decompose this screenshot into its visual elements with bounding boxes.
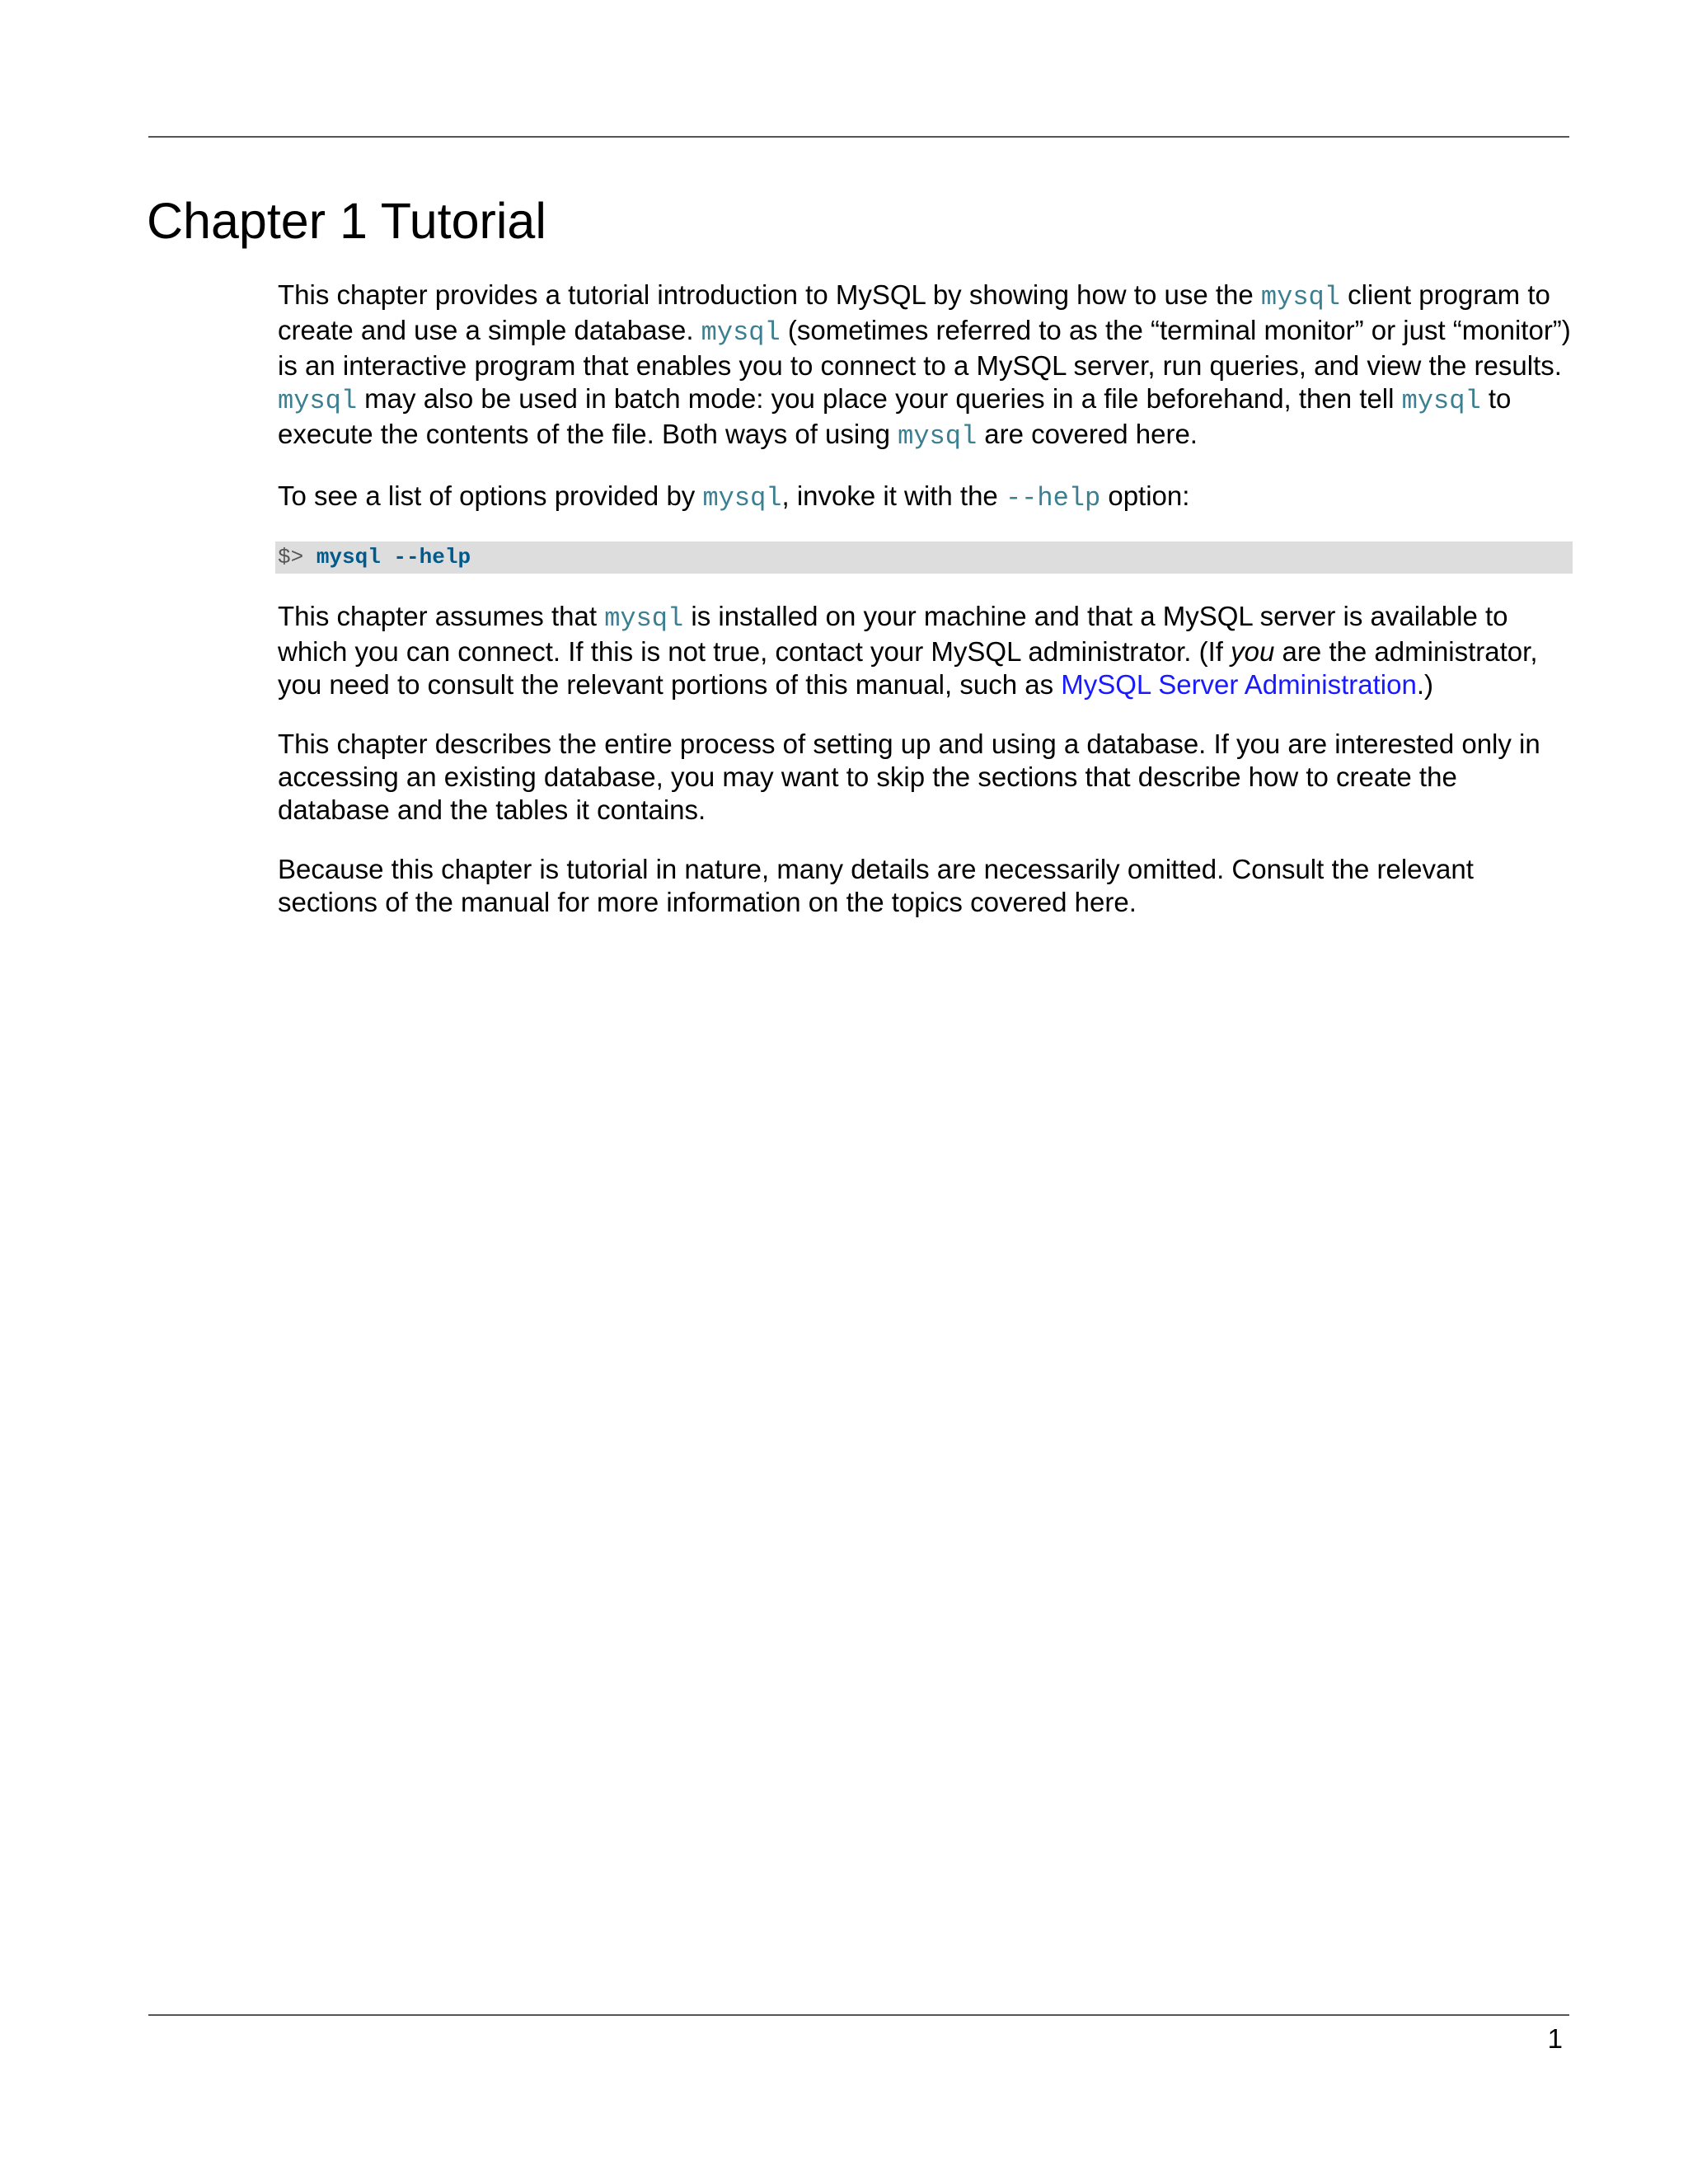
code-mysql: mysql <box>702 483 782 513</box>
options-paragraph: To see a list of options provided by mysql, invoke it with the --help option: <box>278 480 1190 513</box>
server-administration-link[interactable]: MySQL Server Administration <box>1061 669 1417 700</box>
intro-paragraph: This chapter provides a tutorial introduction to MySQL by showing how to use the mysql client program to create and use a simple database. mysql (sometimes referred to as the “terminal monitor” or just “monitor”) is an interactive program that enables you to connect to a MySQL server, run queries, and view the results. mysql may also be used in batch mode: you place your queries in a file beforehand, then tell mysql to execute the contents of the file. Both ways of using mysql are covered here. <box>278 279 1571 452</box>
header-rule <box>148 136 1569 138</box>
shell-prompt: $> <box>278 545 316 569</box>
code-help-option: --help <box>1005 483 1101 513</box>
code-mysql: mysql <box>898 421 978 452</box>
code-mysql: mysql <box>1260 282 1340 312</box>
footer-rule <box>148 2014 1569 2016</box>
code-mysql: mysql <box>278 386 358 416</box>
code-block <box>275 541 1573 574</box>
code-mysql: mysql <box>701 317 781 348</box>
code-mysql: mysql <box>1401 386 1481 416</box>
shell-command: mysql --help <box>316 545 471 569</box>
chapter-title: Chapter 1 Tutorial <box>147 193 546 249</box>
process-paragraph: This chapter describes the entire process of setting up and using a database. If you are interested only in accessing an existing database, you may want to skip the sections that describe how to create the database and the tables it contains. <box>278 729 1540 825</box>
omitted-details-paragraph: Because this chapter is tutorial in nature, many details are necessarily omitted. Consult the relevant sections of the manual for more information on the topics covered here. <box>278 854 1474 917</box>
chapter-body <box>278 279 1572 945</box>
code-mysql: mysql <box>604 603 684 634</box>
emphasis-you: you <box>1231 636 1275 667</box>
page-number: 1 <box>1547 2023 1563 2054</box>
assumption-paragraph: This chapter assumes that mysql is installed on your machine and that a MySQL server is available to which you can connect. If this is not true, contact your MySQL administrator. (If you are the administrator, you need to consult the relevant portions of this manual, such as MySQL Server Administration.) <box>278 601 1538 700</box>
